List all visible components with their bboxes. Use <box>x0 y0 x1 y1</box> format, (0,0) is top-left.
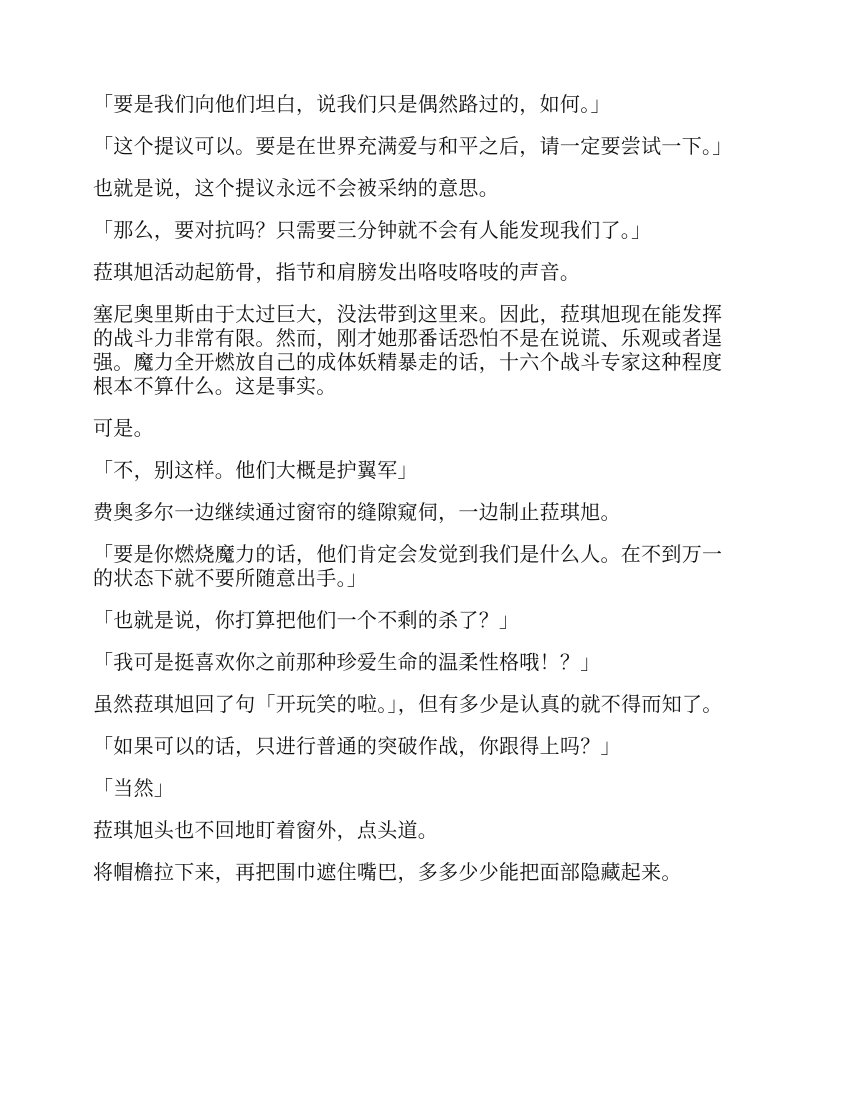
paragraph: 「也就是说，你打算把他们一个不剩的杀了？」 <box>93 608 520 632</box>
paragraph: 也就是说，这个提议永远不会被采纳的意思。 <box>93 176 499 200</box>
paragraph: 将帽檐拉下来，再把围巾遮住嘴巴，多多少少能把面部隐藏起来。 <box>93 860 682 884</box>
paragraph: 塞尼奥里斯由于太过巨大，没法带到这里来。因此，菈琪旭现在能发挥的战斗力非常有限。然而，刚才她那番话恐怕不是在说谎、乐观或者逞强。魔力全开燃放自己的成体妖精暴走的话，十六个战斗专家这种程度根本不算什么。这是事实。 <box>93 302 723 398</box>
paragraph: 「我可是挺喜欢你之前那种珍爱生命的温柔性格哦！？」 <box>93 650 601 674</box>
paragraph: 「要是我们向他们坦白，说我们只是偶然路过的，如何。」 <box>93 92 611 116</box>
document-page <box>93 92 733 902</box>
paragraph: 「当然」 <box>93 776 175 800</box>
paragraph: 菈琪旭头也不回地盯着窗外，点头道。 <box>93 818 439 842</box>
paragraph: 「不，别这样。他们大概是护翼军」 <box>93 458 418 482</box>
paragraph: 菈琪旭活动起筋骨，指节和肩膀发出咯吱咯吱的声音。 <box>93 260 581 284</box>
paragraph: 「要是你燃烧魔力的话，他们肯定会发觉到我们是什么人。在不到万一的状态下就不要所随意出手。」 <box>93 542 723 590</box>
paragraph: 「那么，要对抗吗？只需要三分钟就不会有人能发现我们了。」 <box>93 218 652 242</box>
paragraph: 虽然菈琪旭回了句「开玩笑的啦。」，但有多少是认真的就不得而知了。 <box>93 692 723 716</box>
paragraph: 「这个提议可以。要是在世界充满爱与和平之后，请一定要尝试一下。」 <box>93 134 733 158</box>
paragraph: 可是。 <box>93 416 154 440</box>
paragraph: 费奥多尔一边继续通过窗帘的缝隙窥伺，一边制止菈琪旭。 <box>93 500 621 524</box>
paragraph: 「如果可以的话，只进行普通的突破作战，你跟得上吗？」 <box>93 734 621 758</box>
